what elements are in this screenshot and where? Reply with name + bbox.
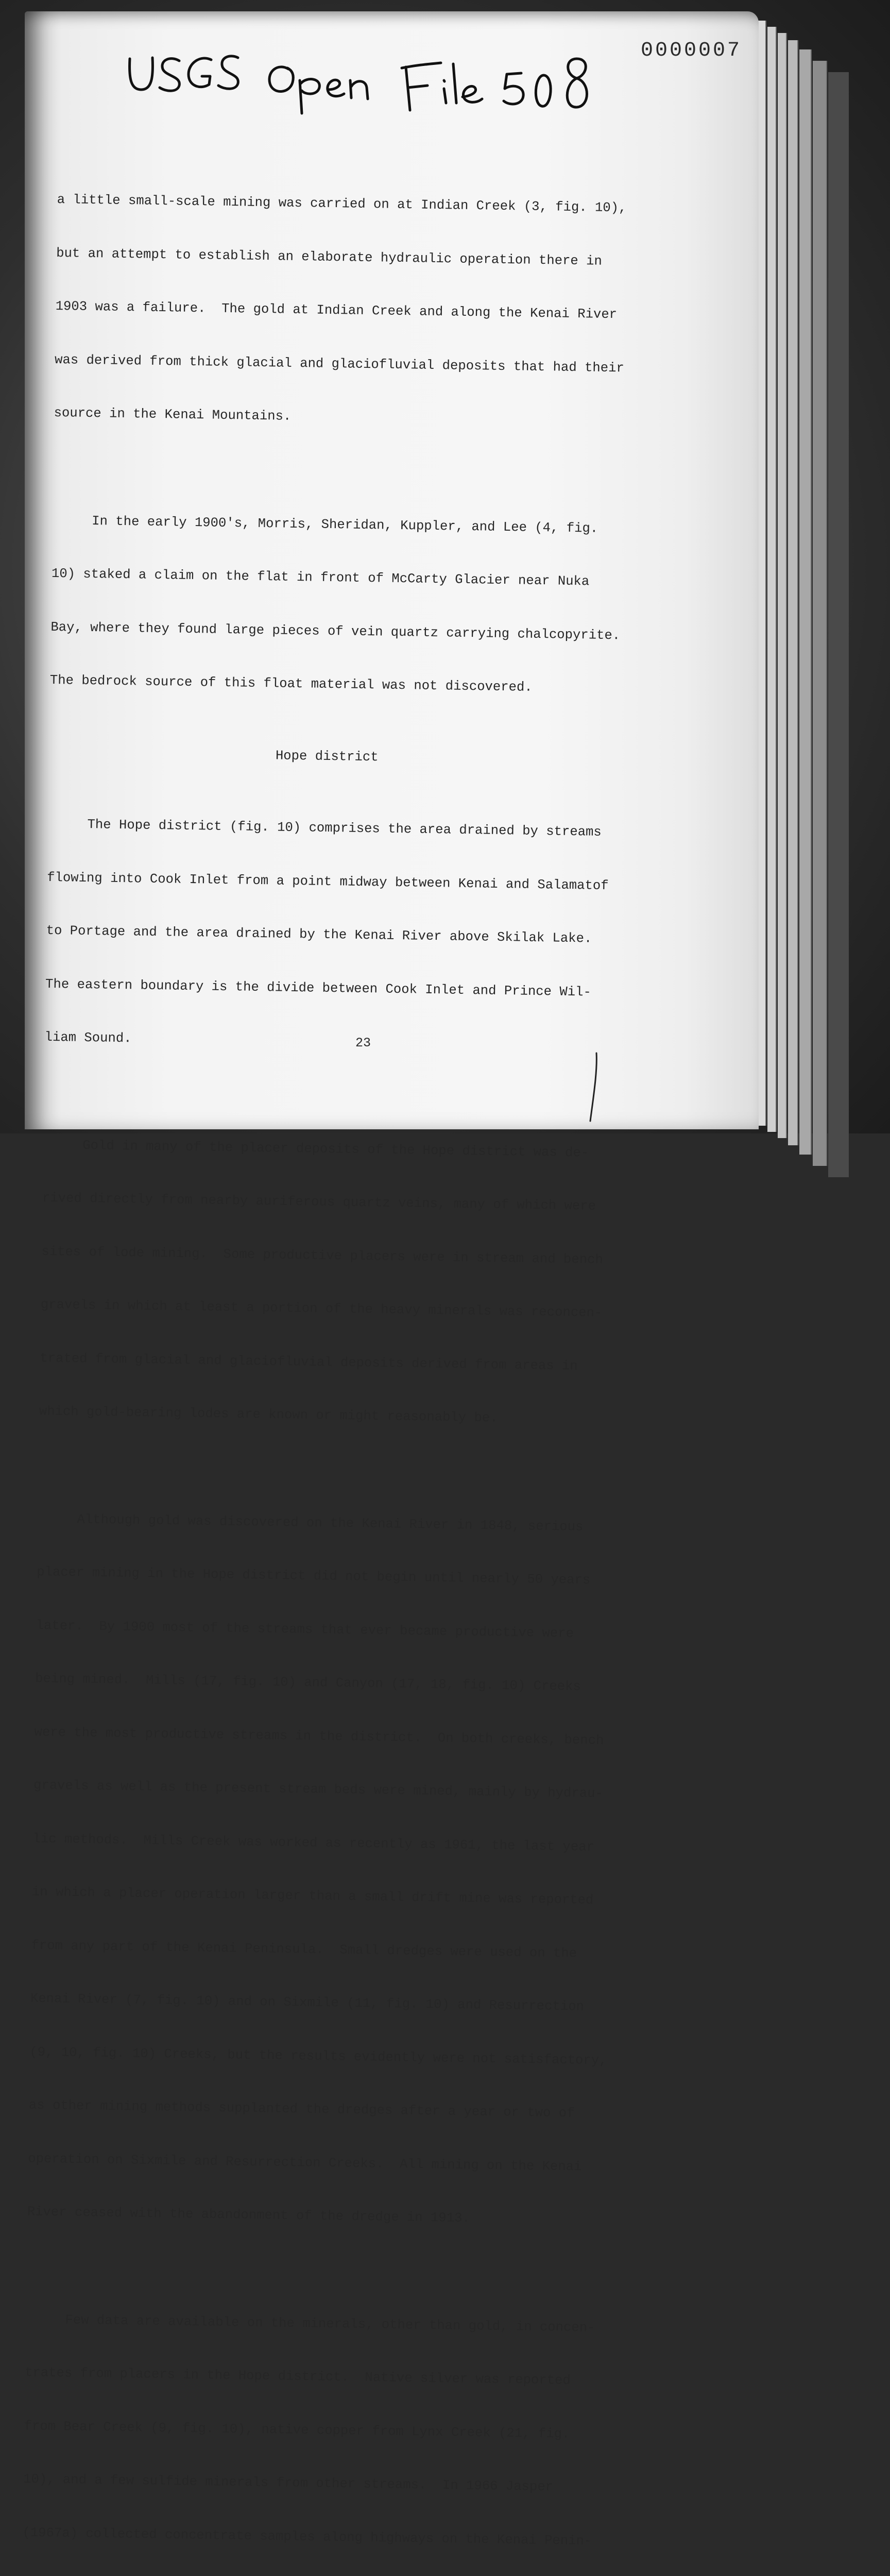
text-line: flowing into Cook Inlet from a point midway between Kenai and Salamatof (47, 870, 609, 893)
page-stack-edge (799, 49, 812, 1155)
text-line: which gold-bearing lodes are known or might reasonably be. (39, 1403, 498, 1426)
text-line: The eastern boundary is the divide between Cook Inlet and Prince Wil- (45, 976, 592, 1000)
text-line: in which a placer operation larger than a small drift mine was reported (31, 1884, 594, 1908)
handwritten-annotation (124, 42, 618, 125)
document-stamp-number: 0000007 (641, 39, 742, 62)
page-stack-edge (828, 72, 849, 1177)
page-number: 23 (355, 1036, 371, 1050)
text-line: placer mining in the Hope district did not begin until nearly 50 years (36, 1564, 591, 1588)
text-line: 10), and a few sulfide minerals from other streams. In 1966 Jasper (23, 2471, 554, 2495)
text-line: trated from glacial and glaciofluvial deposits derived from areas in (40, 1350, 578, 1374)
text-line: Kenai River (7, fig. 10) and on Sixmile (11, fig. 10) and Resurrection (30, 1991, 585, 2014)
text-line: Bay, where they found large pieces of vein quartz carrying chalcopyrite. (50, 619, 621, 643)
paragraph (19, 2275, 659, 2576)
text-line: as other mining methods supplanted the dredges after a year or two of (28, 2097, 575, 2121)
page-stack-edge (767, 27, 777, 1132)
pen-stroke-mark (587, 1051, 603, 1123)
paragraph (49, 476, 686, 734)
text-line: were the most productive streams in the district. On both creeks, bench (34, 1724, 604, 1748)
text-line: source in the Kenai Mountains. (54, 405, 292, 424)
text-line: River ceased with the abandonment of the dredge in 1913. (27, 2204, 471, 2226)
page-stack-edge (778, 33, 787, 1138)
text-line: Although gold was discovered on the Kenai River in 1848, serious (37, 1511, 584, 1534)
section-heading: Hope district (275, 748, 379, 765)
text-line: liam Sound. (44, 1029, 132, 1046)
text-line: 10) staked a claim on the flat in front of McCarty Glacier near Nuka (51, 566, 590, 589)
text-line: lic methods. Mills Creek was worked as recently as 1961, the last year (32, 1831, 595, 1855)
text-line: from Bear Creek (9, fig. 10), native copper from Lynx Creek (21, fig. (24, 2418, 570, 2442)
text-line: The bedrock source of this float material was not discovered. (49, 672, 533, 695)
text-line: trates from placers in the Hope district. Native silver was reported (24, 2365, 571, 2388)
text-line: The Hope district (fig. 10) comprises the area drained by streams (47, 816, 602, 840)
text-line: sites of lode mining. Some productive placers were in stream and bench (41, 1244, 604, 1267)
body-text (19, 156, 690, 2576)
text-line: (9, 10, fig. 10) Creeks, but the results evidently were not satisfactory, (29, 2044, 607, 2068)
text-line: but an attempt to establish an elaborate hydraulic operation there in (56, 245, 603, 269)
page-stack-edge (813, 61, 827, 1166)
text-line: a little small-scale mining was carried on at Indian Creek (3, fig. 10), (57, 192, 627, 216)
paragraph (26, 1475, 670, 2266)
text-line: In the early 1900's, Morris, Sheridan, Kuppler, and Lee (4, fig. (52, 513, 598, 536)
paragraph (39, 1100, 676, 1465)
text-line: was derived from thick glacial and glaciofluvial deposits that had their (54, 352, 625, 376)
text-line: Few data are available on the minerals, other than gold, in concen- (25, 2312, 595, 2335)
text-line: operation on Sixmile and Resurrection Creeks. All mining on the Kenai (28, 2151, 582, 2175)
text-line: Gold in many of the placer deposits of the Hope district was de- (43, 1137, 589, 1161)
text-line: later. By 1900 most of the streams that ever became productive were (36, 1618, 574, 1641)
paragraph (53, 156, 690, 467)
text-line: 1903 was a failure. The gold at Indian Creek and along the Kenai River (55, 298, 618, 323)
text-line: gravels as well as the present stream beds were mined, mainly by hydrau- (33, 1777, 604, 1802)
text-line: rived directly from nearby auriferous quartz veins, many of which were (42, 1190, 596, 1214)
text-line: from any part of the Kenai Peninsula. Small dredges were used on the (31, 1938, 577, 1961)
text-line: (1967a) collected concentrate samples along highways on the Kenai Penin- (22, 2524, 592, 2549)
text-line: gravels in which at least a portion of the heavy minerals was reconcen- (40, 1297, 603, 1320)
text-line: being mined. Mills (17, fig. 10) and Canyon (17, 18, fig. 10) Creeks (35, 1671, 581, 1694)
page-stack-edge (788, 40, 798, 1145)
text-line: to Portage and the area drained by the Kenai River above Skilak Lake. (46, 923, 592, 946)
